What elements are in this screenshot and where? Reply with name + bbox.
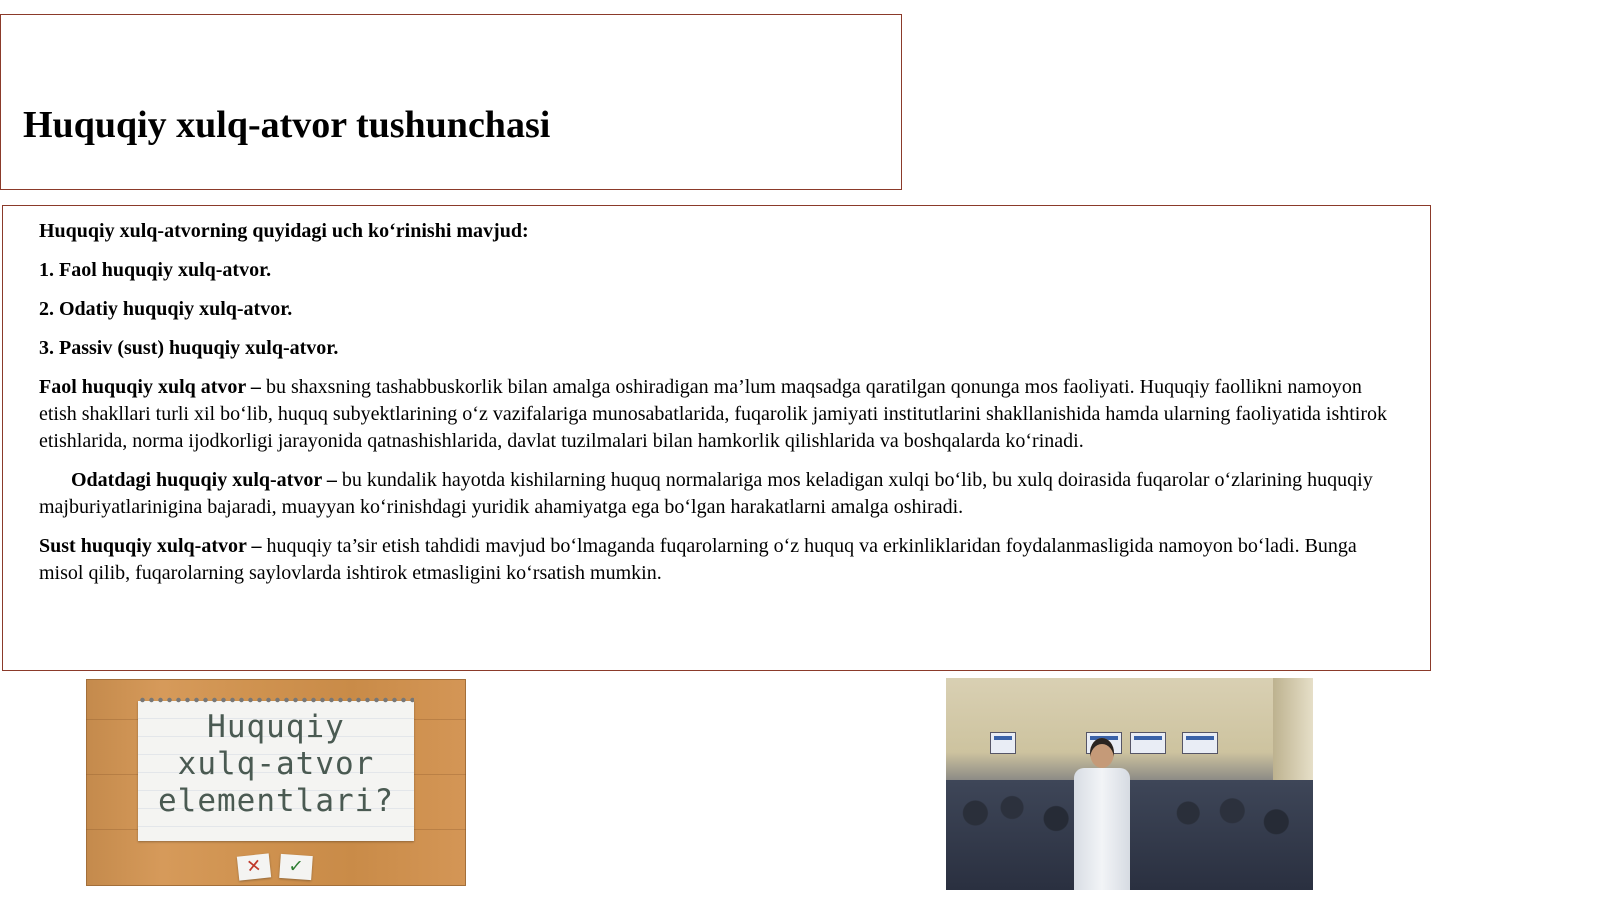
- wall-poster: [990, 732, 1016, 754]
- list-item: 3. Passiv (sust) huquqiy xulq-atvor.: [39, 337, 339, 359]
- paragraph-text: bu kundalik hayotda kishilarning huquq normalariga mos keladigan xulqi bo‘lib, bu xulq doirasida fuqarolar o‘zlarining huquqiy majburiyatlarinigina bajaradi, muayyan ko‘rinishdagi yuridik ahamiyatga ega bo‘lgan harakatlarni amalga oshiradi.: [39, 469, 1373, 518]
- speaker-person: [1070, 738, 1134, 890]
- paragraph-ordinary: [39, 467, 1394, 521]
- paragraph-text: huquqiy ta’sir etish tahdidi mavjud bo‘lmaganda fuqarolarning o‘z huquq va erkinliklaridan foydalanmasligida namoyon bo‘ladi. Bunga misol qilib, fuqarolarning saylovlarda ishtirok etmasligini ko‘rsatish mumkin.: [39, 535, 1357, 584]
- list-item: 1. Faol huquqiy xulq-atvor.: [39, 259, 272, 281]
- note-text: [138, 709, 414, 820]
- note-line: Huquqiy: [207, 709, 345, 745]
- classroom-photo: [946, 678, 1313, 890]
- paragraph-text: bu shaxsning tashabbuskorlik bilan amalga oshiradigan ma’lum maqsadga qaratilgan qonunga mos faoliyati. Huquqiy faollikni namoyon etish shakllari turli xil bo‘lib, huquq subyektlarining o‘z vazifalariga munosabatlarida, fuqarolik jamiyati institutlarini shakllanishida hamda ularning faoliyatida ishtirok etishlarida, norma ijodkorligi jarayonida qatnashishlarida, davlat tuzilmalari bilan hamkorlik qilishlarida va boshqalarda ko‘rinadi.: [39, 376, 1388, 452]
- paragraph-term: Faol huquqiy xulq atvor –: [39, 376, 261, 398]
- paragraph-term: Sust huquqiy xulq-atvor –: [39, 535, 262, 557]
- intro-text: Huquqiy xulq-atvorning quyidagi uch ko‘rinishi mavjud:: [39, 220, 529, 242]
- note-paper: [138, 701, 414, 841]
- wall-poster: [1130, 732, 1166, 754]
- slide-title: Huquqiy xulq-atvor tushunchasi: [23, 104, 551, 146]
- check-icon: ✓: [279, 854, 313, 880]
- paragraph-active: [39, 374, 1394, 455]
- title-box: [0, 14, 902, 190]
- spiral-binding: [138, 695, 414, 705]
- wall-poster: [1182, 732, 1218, 754]
- content-box: [2, 205, 1431, 671]
- paragraph-passive: [39, 533, 1394, 587]
- list-item: 2. Odatiy huquqiy xulq-atvor.: [39, 298, 293, 320]
- cross-icon: ✕: [237, 853, 271, 880]
- note-line: xulq-atvor: [177, 746, 375, 782]
- note-line: elementlari?: [158, 783, 394, 819]
- paragraph-term: Odatdagi huquqiy xulq-atvor –: [71, 469, 337, 491]
- note-card-image: [86, 679, 466, 886]
